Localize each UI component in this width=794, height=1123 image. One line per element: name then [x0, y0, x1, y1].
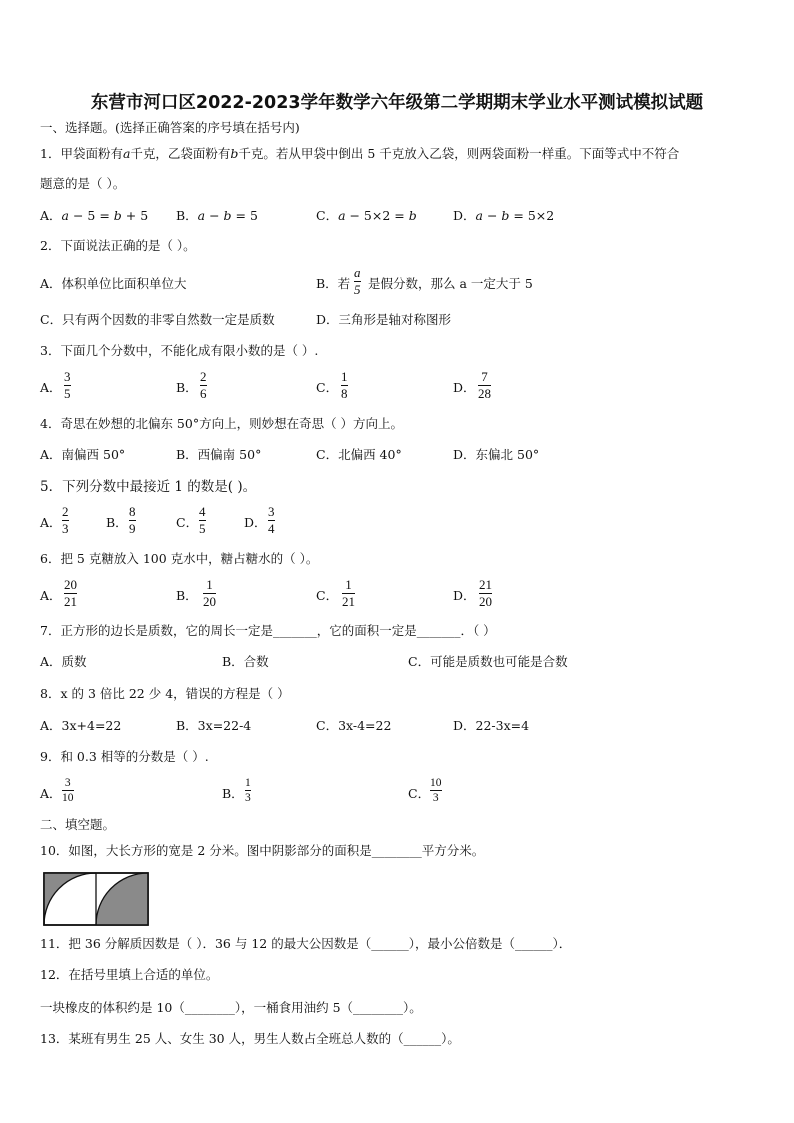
question-12-line: 一块橡皮的体积约是 10（________），一桶食用油约 5（________）。	[40, 1000, 422, 1015]
q7-option-b: B．合数	[222, 654, 269, 669]
q8-option-c: C．3x-4=22	[316, 718, 392, 733]
q4-option-a: A．南偏西 50°	[40, 447, 126, 462]
q8-option-a: A．3x+4=22	[40, 718, 122, 733]
fraction-denominator: 8	[341, 385, 348, 401]
q1-option-b: B．𝑎 − 𝑏 = 5	[176, 208, 258, 223]
fraction-numerator: 21	[479, 577, 492, 592]
fraction-numerator: 1	[345, 577, 352, 592]
fraction-denominator: 20	[203, 593, 216, 609]
q6-option-b-label: B．	[176, 588, 198, 603]
q1-option-d: D．𝑎 − 𝑏 = 5×2	[453, 208, 555, 223]
section-2-heading: 二、填空题。	[40, 817, 116, 832]
q9-option-c-fraction	[430, 777, 442, 804]
q6-option-d-fraction	[479, 578, 492, 608]
fraction-denominator: 5	[354, 281, 361, 297]
q5-option-a-fraction	[62, 505, 69, 535]
question-7-stem: 7．正方形的边长是质数，它的周长一定是_______，它的面积一定是_______．（ ）	[40, 623, 496, 638]
fraction-denominator: 28	[478, 385, 491, 401]
q3-option-b-label: B．	[176, 380, 198, 395]
fraction-numerator: 8	[129, 504, 136, 519]
q1-option-a: A．𝑎 − 5 = 𝑏 + 5	[40, 208, 149, 223]
q3-option-b-fraction	[200, 370, 207, 400]
q7-option-c: C．可能是质数也可能是合数	[408, 654, 568, 669]
fraction-numerator: 2	[200, 369, 207, 384]
question-2-stem: 2．下面说法正确的是（ ）。	[40, 238, 196, 253]
fraction-numerator: 7	[481, 369, 488, 384]
q2-option-b-suffix: 是假分数，那么 a 一定大于 5	[368, 276, 533, 291]
fraction-denominator: 6	[200, 385, 207, 401]
fraction-numerator: 10	[430, 777, 442, 789]
q2-option-d: D．三角形是轴对称图形	[316, 312, 452, 327]
q3-option-c-label: C．	[316, 380, 339, 395]
q9-option-a-fraction	[62, 777, 74, 804]
q2-option-b-fraction	[354, 266, 361, 296]
q8-option-b: B．3x=22-4	[176, 718, 252, 733]
q5-option-a-label: A．	[40, 515, 62, 530]
q3-option-d-fraction	[478, 370, 491, 400]
q4-option-b: B．西偏南 50°	[176, 447, 262, 462]
fraction-denominator: 5	[199, 520, 206, 536]
q6-option-b-fraction	[203, 578, 216, 608]
fraction-denominator: 21	[64, 593, 77, 609]
question-11-stem: 11．把 36 分解质因数是（ ）．36 与 12 的最大公因数是（______），最小公倍数是（______）．	[40, 936, 572, 951]
q2-option-c: C．只有两个因数的非零自然数一定是质数	[40, 312, 275, 327]
fraction-numerator: 2	[62, 504, 69, 519]
fraction-denominator: 20	[479, 593, 492, 609]
question-13-stem: 13．某班有男生 25 人、女生 30 人，男生人数占全班总人数的（______）。	[40, 1031, 460, 1046]
q5-option-c-label: C．	[176, 515, 199, 530]
question-1-line-2: 题意的是（ ）。	[40, 176, 126, 191]
fraction-denominator: 3	[432, 792, 439, 805]
question-8-stem: 8．x 的 3 倍比 22 少 4，错误的方程是（ ）	[40, 686, 290, 701]
fraction-numerator: a	[354, 265, 361, 280]
fraction-denominator: 4	[268, 520, 275, 536]
q4-option-d: D．东偏北 50°	[453, 447, 540, 462]
question-1-line-1: 1．甲袋面粉有𝑎千克，乙袋面粉有𝑏千克。若从甲袋中倒出 5 千克放入乙袋，则两袋面粉一样重。下面等式中不符合	[40, 146, 680, 161]
q6-option-c-fraction	[342, 578, 355, 608]
fraction-numerator: 1	[206, 577, 213, 592]
question-4-stem: 4．奇思在妙想的北偏东 50°方向上，则妙想在奇思（ ）方向上。	[40, 416, 404, 431]
q3-option-d-label: D．	[453, 380, 476, 395]
q5-option-d-label: D．	[244, 515, 267, 530]
q9-option-c-label: C．	[408, 786, 431, 801]
q6-option-c-label: C．	[316, 588, 339, 603]
q5-option-b-fraction	[129, 505, 136, 535]
q5-option-d-fraction	[268, 505, 275, 535]
page-title: 东营市河口区2022-2023学年数学六年级第二学期期末学业水平测试模拟试题	[90, 93, 704, 113]
q4-option-c: C．北偏西 40°	[316, 447, 402, 462]
fraction-numerator: 3	[64, 777, 71, 789]
q6-option-a-label: A．	[40, 588, 62, 603]
q5-option-b-label: B．	[106, 515, 128, 530]
q2-option-a: A．体积单位比面积单位大	[40, 276, 187, 291]
question-10-stem: 10．如图，大长方形的宽是 2 分米。图中阴影部分的面积是________平方分米。	[40, 843, 485, 858]
q9-option-b-fraction	[245, 777, 251, 804]
q3-option-a-fraction	[64, 370, 71, 400]
fraction-numerator: 3	[64, 369, 71, 384]
question-12-stem: 12．在括号里填上合适的单位。	[40, 967, 219, 982]
q9-option-a-label: A．	[40, 786, 62, 801]
fraction-denominator: 5	[64, 385, 71, 401]
fraction-numerator: 4	[199, 504, 206, 519]
q5-option-c-fraction	[199, 505, 206, 535]
q8-option-d: D．22-3x=4	[453, 718, 530, 733]
shaded-rectangle-figure	[43, 872, 149, 926]
fraction-denominator: 10	[62, 792, 74, 805]
question-5-stem: 5．下列分数中最接近 1 的数是( )。	[40, 479, 257, 495]
q6-option-a-fraction	[64, 578, 77, 608]
fraction-numerator: 1	[341, 369, 348, 384]
fraction-denominator: 3	[245, 792, 251, 805]
question-9-stem: 9．和 0.3 相等的分数是（ ）.	[40, 749, 209, 764]
fraction-denominator: 3	[62, 520, 69, 536]
fraction-denominator: 9	[129, 520, 136, 536]
q3-option-c-fraction	[341, 370, 348, 400]
question-6-stem: 6．把 5 克糖放入 100 克水中，糖占糖水的（ ）。	[40, 551, 319, 566]
fraction-numerator: 20	[64, 577, 77, 592]
section-1-heading: 一、选择题。(选择正确答案的序号填在括号内)	[40, 120, 300, 135]
fraction-numerator: 1	[245, 777, 251, 789]
q3-option-a-label: A．	[40, 380, 62, 395]
q6-option-d-label: D．	[453, 588, 476, 603]
q9-option-b-label: B．	[222, 786, 244, 801]
q7-option-a: A．质数	[40, 654, 87, 669]
fraction-numerator: 3	[268, 504, 275, 519]
question-3-stem: 3．下面几个分数中，不能化成有限小数的是（ ）.	[40, 343, 319, 358]
q2-option-b-prefix: B．若	[316, 276, 351, 291]
q1-option-c: C．𝑎 − 5×2 = 𝑏	[316, 208, 417, 223]
fraction-denominator: 21	[342, 593, 355, 609]
